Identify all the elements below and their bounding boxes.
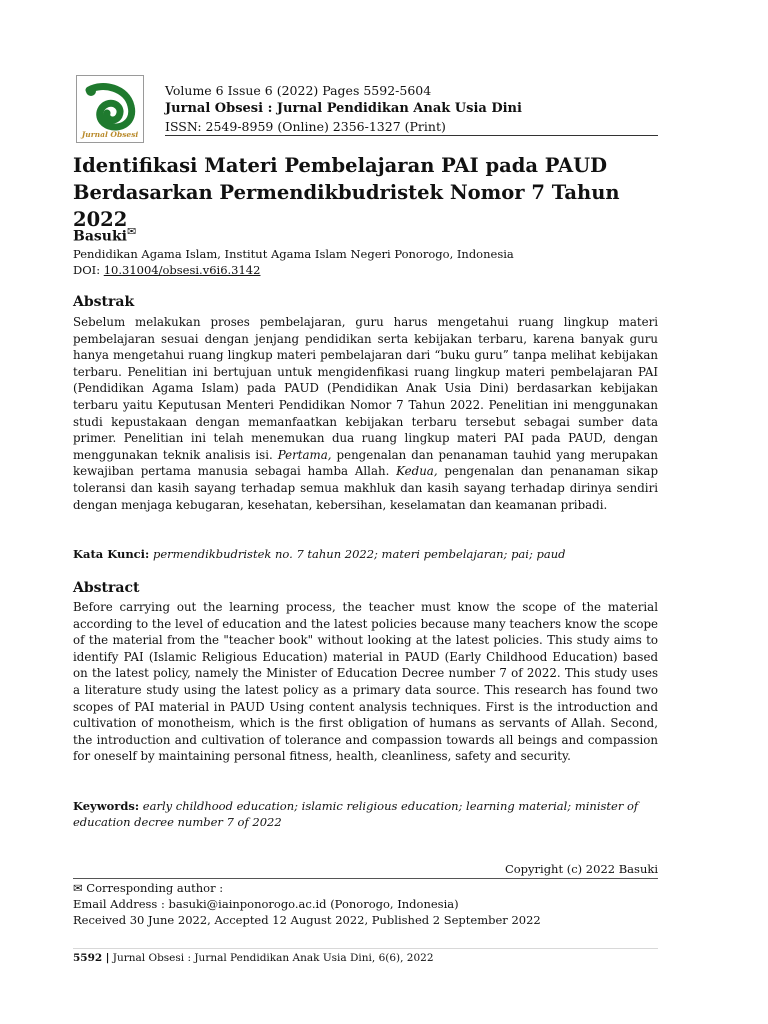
page-footer-divider — [73, 948, 658, 949]
abstract-heading: Abstract — [73, 580, 140, 596]
abstrak-part-2: pengenalan dan penanaman tauhid yang merupakan kewajiban pertama manusia sebagai hamba Allah. — [73, 447, 658, 479]
footnotes — [73, 880, 541, 928]
footer-separator: | — [105, 952, 110, 964]
title-line-2: Berdasarkan Permendikbudristek Nomor 7 Tahun 2022 — [73, 181, 620, 231]
doi-link[interactable]: 10.31004/obsesi.v6i6.3142 — [103, 263, 261, 277]
kata-kunci-text: permendikbudristek no. 7 tahun 2022; materi pembelajaran; pai; paud — [149, 547, 566, 561]
page-footer — [73, 952, 434, 964]
abstrak-part-3: pengenalan dan penanaman sikap toleransi dan kasih sayang terhadap semua makhluk dan kasih sayang terhadap dirinya sendiri dengan menjaga kebugaran, kesehatan, kebersihan, keselamatan dan keamanan pribadi. — [73, 464, 658, 512]
volume-info: Volume 6 Issue 6 (2022) Pages 5592-5604 — [165, 83, 432, 98]
received-dates: Received 30 June 2022, Accepted 12 August 2022, Published 2 September 2022 — [73, 913, 541, 927]
doi-label: DOI: — [73, 263, 104, 277]
issn-info: ISSN: 2549-8959 (Online) 2356-1327 (Print) — [165, 119, 446, 134]
journal-reference: Jurnal Obsesi : Jurnal Pendidikan Anak Usia Dini, 6(6), 2022 — [112, 952, 434, 964]
corresponding-author: Corresponding author : — [86, 881, 224, 895]
logo-text: Jurnal Obsesi — [81, 130, 139, 139]
author-name — [73, 225, 136, 245]
journal-logo — [76, 75, 144, 143]
affiliation: Pendidikan Agama Islam, Institut Agama Islam Negeri Ponorogo, Indonesia — [73, 247, 514, 261]
email-address: Email Address : basuki@iainponorogo.ac.id (Ponorogo, Indonesia) — [73, 897, 459, 911]
article-title — [73, 152, 673, 233]
keywords — [73, 798, 658, 830]
abstract-text: Before carrying out the learning process, the teacher must know the scope of the material according to the level of education and the latest policies because many teachers know the scope of the material from the "teacher book" without looking at the latest policies. This study aims to identify PAI (Islamic Religious Education) material in PAUD (Early Childhood Education) based on the latest policy, namely the Minister of Education Decree number 7 of 2022. This study uses a literature study using the latest policy as a primary data source. This research has found two scopes of PAI material in PAUD Using content analysis techniques. First is the introduction and cultivation of monotheism, which is the first obligation of humans as servants of Allah. Second, the introduction and cultivation of tolerance and compassion towards all beings and compassion for oneself by maintaining personal fitness, health, cleanliness, safety and security. — [73, 600, 658, 764]
abstrak-part-1: Sebelum melakukan proses pembelajaran, guru harus mengetahui ruang lingkup materi pembelajaran sesuai dengan jenjang pendidikan serta kebijakan terbaru, karena banyak guru hanya mengetahui ruang lingkup materi pembelajaran dari “buku guru” tanpa melihat kebijakan terbaru. Penelitian ini bertujuan untuk mengidenfikasi ruang lingkup materi pembelajaran PAI (Pendidikan Agama Islam) pada PAUD (Pendidikan Anak Usia Dini) berdasarkan kebijakan terbaru yaitu Keputusan Menteri Pendidikan Nomor 7 Tahun 2022. Penelitian ini menggunakan studi kepustakaan dengan memanfaatkan kebijakan terbaru tersebut sebagai sumber data primer. Penelitian ini telah menemukan dua ruang lingkup materi PAI pada PAUD, dengan menggunakan teknik analisis isi. — [73, 315, 658, 462]
doi-line — [73, 262, 514, 278]
copyright: Copyright (c) 2022 Basuki — [504, 862, 658, 876]
page-number: 5592 — [73, 952, 103, 964]
footnote-divider — [73, 878, 658, 879]
journal-header — [165, 82, 522, 136]
title-line-1: Identifikasi Materi Pembelajaran PAI pada PAUD — [73, 154, 608, 177]
abstrak-em-1: Pertama, — [277, 447, 332, 462]
mail-icon-small: ✉ — [73, 881, 83, 895]
abstrak-em-2: Kedua, — [396, 464, 438, 479]
abstrak-heading: Abstrak — [73, 294, 135, 310]
mail-icon: ✉ — [126, 225, 137, 238]
affiliation-block — [73, 246, 514, 278]
journal-name: Jurnal Obsesi : Jurnal Pendidikan Anak Usia Dini — [165, 101, 522, 116]
header-divider — [165, 135, 658, 136]
kata-kunci — [73, 546, 658, 562]
kata-kunci-label: Kata Kunci: — [73, 547, 150, 561]
corresponding-line — [73, 880, 541, 896]
author-text: Basuki — [73, 228, 127, 245]
keywords-text: early childhood education; islamic religious education; learning material; minister of education decree number 7 of 2022 — [73, 799, 639, 829]
abstrak-text — [73, 314, 658, 513]
keywords-label: Keywords: — [73, 799, 140, 813]
